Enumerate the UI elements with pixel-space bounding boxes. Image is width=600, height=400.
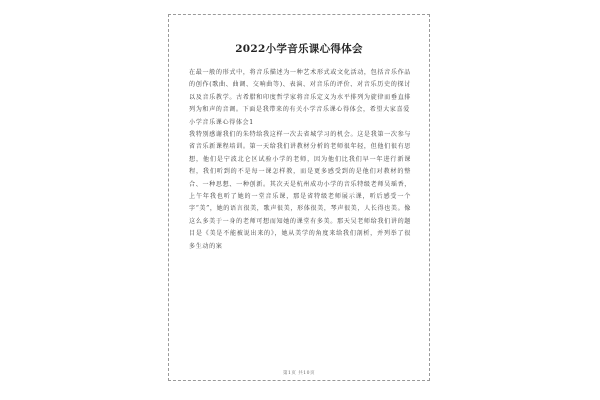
document-title: 2022小学音乐课心得体会 [235, 43, 363, 55]
section-paragraph: 我特别感谢我们的朱特给我这样一次去省城学习的机会。这是我第一次参与省音乐新课程培训。第一天给我们讲教材分析的老师很年轻，但他们很有思想，他们是宁波北仑区试验小学的老师，因为他们比我们早一年进行新课程，我们听到的不是每一课怎样教，而是更多感受到的是他们对教材的整合、一种思想、一种创新。其次天是杭州成功小学的音乐特级老师吴瑶香，上午年我也听了她的一堂音乐课，那是省特级老师展示课，听后感受一个字“美”，她的语言很美，歌声很美，形体很美，琴声很美，人长得也美。像这么多美于一身的老师可想而知她的课堂有多美。那天吴老师给我们讲的题目是《美是不能被说出来的》，她从美学的角度来给我们剖析，并列举了很多生动的案 [189, 131, 411, 250]
intro-paragraph: 在最一般的形式中，将音乐描述为一种艺术形式或文化活动，包括音乐作品的创作(歌曲、曲调、交响曲等)、表演、对音乐的评价、对音乐历史的探讨以及音乐教学。古希腊和印度哲学家将音乐定义为水平排列为旋律而垂直排列为和声的音调。下面是我带来的有关小学音乐课心得体会，希望大家喜爱 [189, 69, 411, 114]
page-number: 第1页 共10页 [282, 371, 316, 376]
document-body [189, 67, 411, 253]
section-heading: 小学音乐课心得体会1 [189, 118, 254, 126]
document-page [168, 14, 430, 381]
